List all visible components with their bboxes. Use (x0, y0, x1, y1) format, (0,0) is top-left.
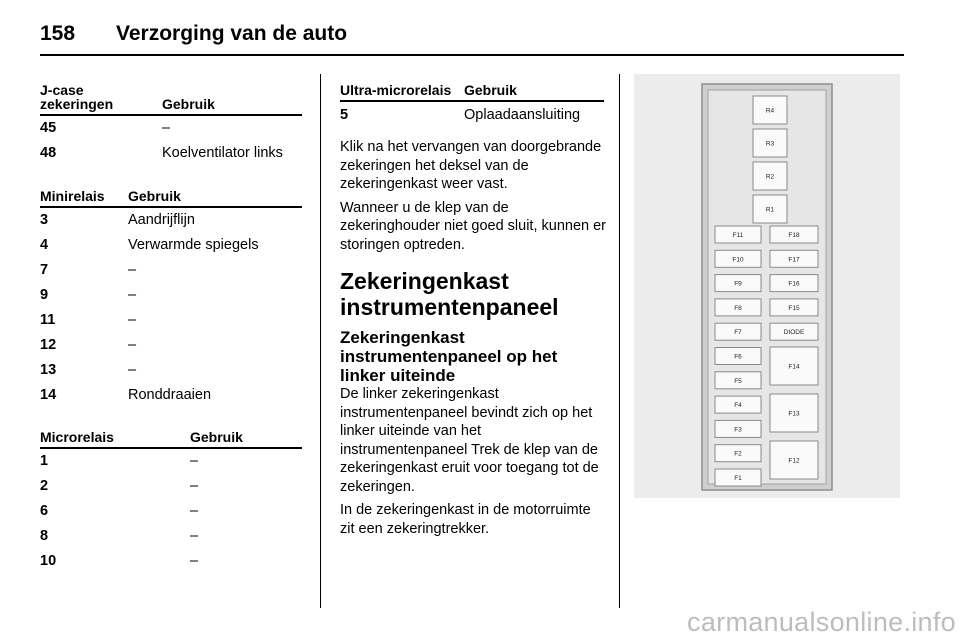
relay-use: – (190, 503, 199, 519)
fuse-label: F5 (734, 377, 742, 385)
relay-label: R1 (765, 206, 775, 214)
relay-number: 10 (40, 553, 57, 569)
table-row (40, 449, 302, 474)
table-row (40, 383, 302, 408)
column-header: Microrelais (40, 429, 114, 445)
table-row (40, 333, 302, 358)
column-header: Gebruik (190, 429, 243, 445)
fuse-label: F15 (788, 304, 800, 312)
table-header (40, 425, 302, 449)
fuse-use: – (162, 120, 171, 136)
column-header: Gebruik (464, 82, 517, 98)
relay-number: 11 (40, 312, 56, 328)
relay-use: – (128, 337, 137, 353)
relay-label: R4 (765, 107, 775, 115)
column-divider (320, 74, 321, 608)
column-divider (619, 74, 620, 608)
page-header (40, 14, 904, 56)
column-header: Gebruik (162, 96, 215, 112)
paragraph: Wanneer u de klep van de zekeringhouder niet goed sluit, kunnen er storingen optreden. (340, 199, 607, 253)
table-header (340, 84, 604, 102)
fuse-label: F2 (734, 450, 742, 458)
relay-use: – (128, 312, 137, 328)
fuse-label: DIODE (783, 329, 805, 337)
fuse-label: F16 (788, 280, 800, 288)
page-number: 158 (40, 22, 76, 45)
fuse-label: F13 (788, 410, 800, 418)
relay-use: Aandrijflijn (128, 212, 195, 228)
paragraph: De linker zekeringenkast instrumentenpaneel bevindt zich op het linker uiteinde van het instrumentenpaneel Trek de klep van de zekeringenkast eruit voor toegang tot de zekeringen. (340, 386, 599, 495)
table-row (40, 308, 302, 333)
table-row (40, 283, 302, 308)
column-header: Gebruik (128, 188, 181, 204)
table-row (40, 524, 302, 549)
relay-use: – (128, 287, 137, 303)
relay-use: – (190, 478, 199, 494)
relay-number: 14 (40, 387, 57, 403)
fuse-label: F7 (734, 329, 742, 337)
relay-number: 2 (40, 478, 49, 494)
page-title: Verzorging van de auto (116, 22, 348, 45)
fuse-label: F4 (734, 402, 742, 410)
relay-number: 12 (40, 337, 57, 353)
fuse-number: 48 (40, 145, 57, 161)
subsection-heading: Zekeringenkast instrumentenpaneel op het linker uiteinde (340, 328, 558, 385)
table-header (40, 184, 302, 208)
fuse-label: F6 (734, 353, 742, 361)
fuse-label: F9 (734, 280, 742, 288)
fuse-label: F18 (788, 232, 800, 239)
fusebox-diagram (634, 74, 900, 498)
middle-column (340, 84, 606, 543)
paragraph: In de zekeringenkast in de motorruimte zit een zekeringtrekker. (340, 502, 591, 537)
relay-number: 8 (40, 528, 49, 544)
fuse-label: F10 (732, 256, 744, 264)
minirelais-table (40, 184, 302, 408)
section-heading: Zekeringenkast instrumentenpaneel (340, 268, 559, 320)
paragraph: Klik na het vervangen van doorgebrande zekeringen het deksel van de zekeringenkast weer vast. (340, 139, 602, 192)
relay-use: – (190, 453, 199, 469)
relay-use: Verwarmde spiegels (128, 237, 259, 253)
table-row (40, 116, 302, 141)
relay-use: Ronddraaien (128, 387, 212, 403)
fuse-label: F12 (788, 457, 800, 465)
relay-label: R3 (765, 140, 775, 148)
fuse-label: F17 (788, 256, 800, 264)
fuse-use: Koelventilator links (162, 145, 283, 161)
table-row (340, 102, 604, 128)
column-header: Minirelais (40, 188, 105, 204)
fuse-label: F1 (734, 475, 742, 482)
table-row (40, 549, 302, 574)
relay-number: 13 (40, 362, 57, 378)
relay-number: 5 (340, 107, 349, 123)
microrelais-table (40, 425, 302, 574)
fuse-label: F3 (734, 426, 742, 434)
table-row (40, 499, 302, 524)
table-row (40, 474, 302, 499)
fuse-label: F8 (734, 304, 742, 312)
table-row (40, 258, 302, 283)
relay-number: 7 (40, 262, 49, 278)
table-row (40, 358, 302, 383)
relay-use: – (190, 553, 199, 569)
relay-number: 1 (40, 453, 49, 469)
table-row (40, 233, 302, 258)
table-header (40, 84, 302, 116)
jcase-fuse-table (40, 84, 302, 166)
relay-number: 6 (40, 503, 49, 519)
column-header: J-case zekeringen (40, 82, 114, 112)
relay-number: 9 (40, 287, 49, 303)
fuse-number: 45 (40, 120, 57, 136)
relay-number: 3 (40, 212, 49, 228)
relay-use: – (190, 528, 199, 544)
fuse-label: F11 (732, 232, 744, 239)
relay-use: – (128, 362, 137, 378)
relay-use: Oplaadaansluiting (464, 107, 581, 123)
fuse-label: F14 (788, 363, 800, 371)
table-row (40, 141, 302, 166)
column-header: Ultra-microrelais (340, 82, 452, 98)
watermark: carmanualsonline.info (687, 607, 956, 637)
relay-number: 4 (40, 237, 49, 253)
relay-label: R2 (765, 173, 775, 181)
table-row (40, 208, 302, 233)
ultra-microrelais-table (340, 84, 604, 128)
relay-use: – (128, 262, 137, 278)
